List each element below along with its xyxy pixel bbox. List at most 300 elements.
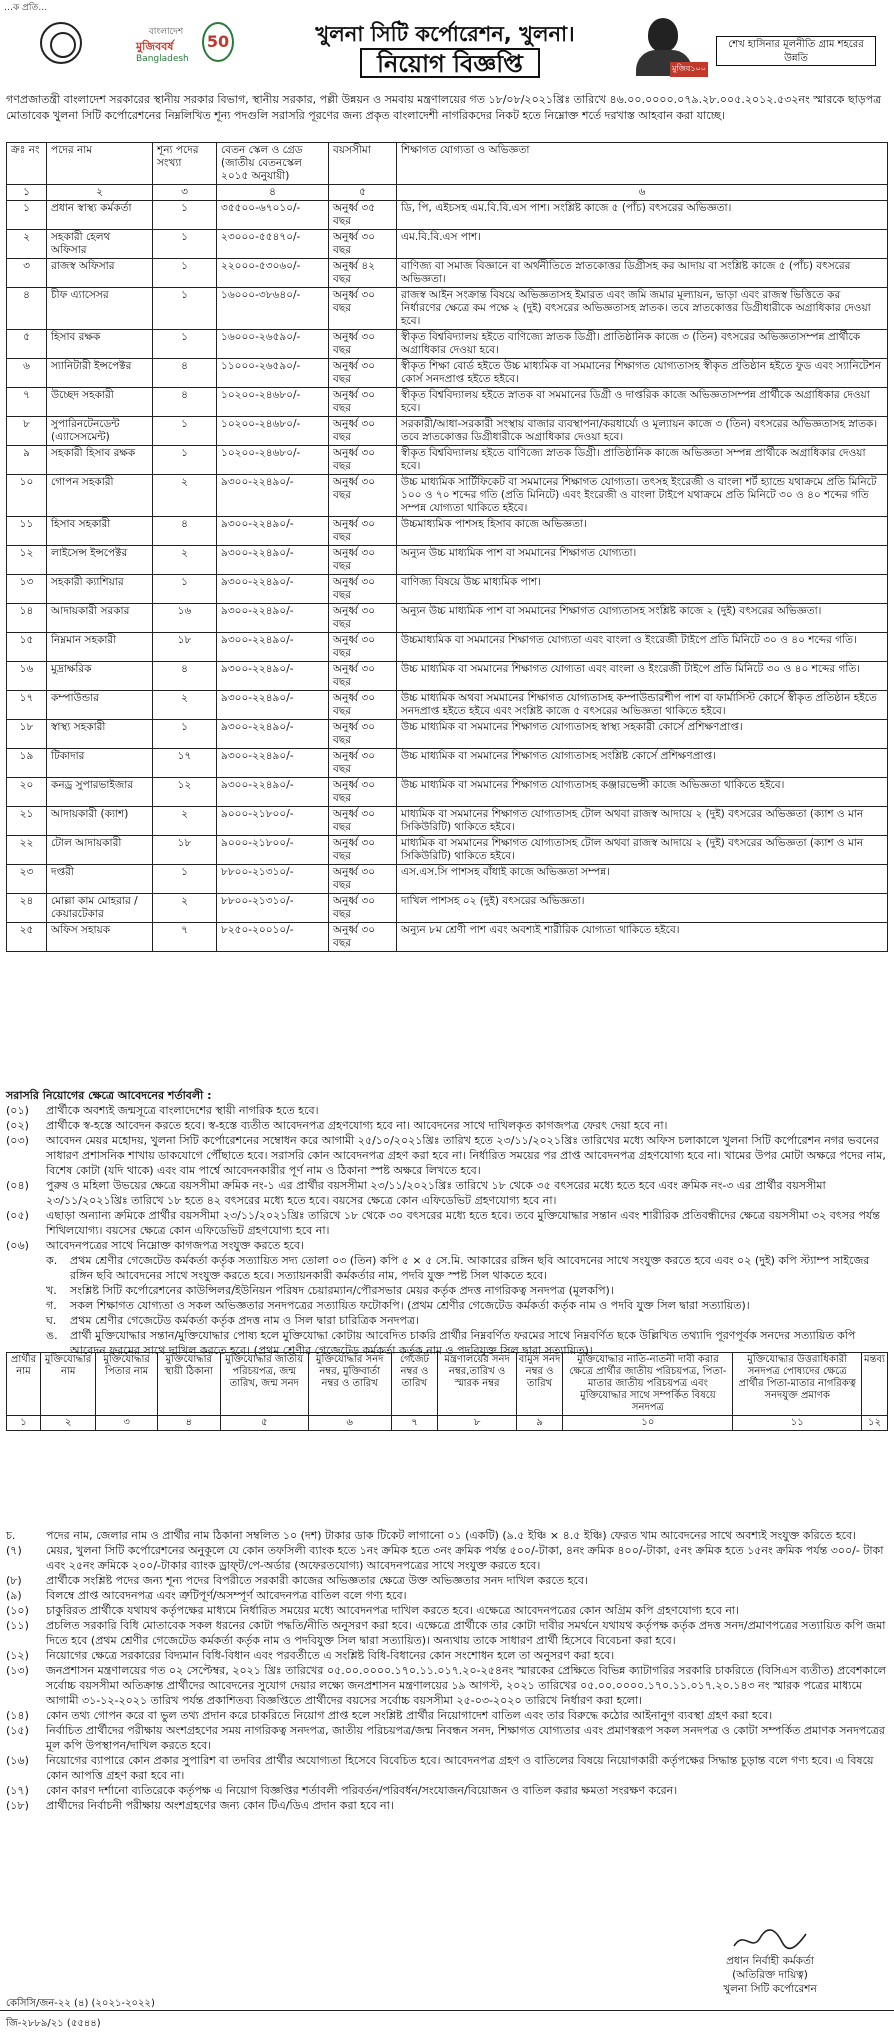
table-row: [7, 720, 888, 749]
organization-title: খুলনা সিটি কর্পোরেশন, খুলনা।: [315, 22, 575, 46]
cell-post: স্যানিটারী ইন্সপেক্টর: [47, 359, 153, 388]
condition-text: এছাড়া অন্যান্য ক্রমিকে প্রার্থীর বয়সসীমা ২৩/১১/২০২১খ্রিঃ তারিখে ১৮ থেকে ৩০ বৎসরের মধ্যে হতে হবে। তবে মুক্তিযোদ্ধার সন্তান এবং শারীরিক প্রতিবন্ধীদের ক্ষেত্রে বয়সসীমা ৩২ বৎসর পর্যন্ত শিথিলযোগ্য। বয়সের ক্ষেত্রে কোন এফিডেভিট গ্রহণযোগ্য হবে না।: [46, 1209, 880, 1237]
rule-number: (১৫): [6, 1724, 29, 1737]
col-number: ১: [7, 185, 47, 201]
cell-pay-scale: ১০২০০-২৪৬৮০/-: [217, 417, 329, 446]
cell-vacancy: ১৭: [153, 749, 217, 778]
col-header-qualification: শিক্ষাগত যোগ্যতা ও অভিজ্ঞতা: [397, 143, 888, 185]
jubilee-logo-bn: বাংলাদেশ: [148, 27, 184, 37]
cell-pay-scale: ২২০০০-৫৩০৬০/-: [217, 259, 329, 288]
ff-col-header: বামুস সনদ নম্বর ও তারিখ: [516, 1353, 563, 1416]
cell-serial: ৯: [7, 446, 47, 475]
rule-text: কোন তথ্য গোপন করে বা ভুল তথ্য প্রদান করে চাকরিতে নিয়োগ প্রাপ্ত হলে সংশ্লিষ্ট প্রার্থীর নিয়োগাদেশ বাতিল এবং তার বিরুদ্ধে কঠোর আইনানুগ ব্যবস্থা গ্রহণ করা হবে।: [46, 1709, 773, 1722]
rule-number: (১৬): [6, 1754, 29, 1767]
cell-age-limit: অনুর্ধ্ব ৩০ বছর: [329, 330, 397, 359]
cell-age-limit: অনুর্ধ্ব ৩০ বছর: [329, 633, 397, 662]
cell-post: প্রধান স্বাস্থ্য কর্মকর্তা: [47, 201, 153, 230]
rule-item: [6, 1723, 888, 1753]
conditions-section: [6, 1088, 888, 1358]
cell-post: চীফ এ্যাসেসর: [47, 288, 153, 330]
col-number: ৪: [217, 185, 329, 201]
cell-vacancy: ৪: [153, 662, 217, 691]
jobs-table: [6, 142, 888, 952]
col-header-post: পদের নাম: [47, 143, 153, 185]
condition-number: (০৫): [6, 1209, 29, 1222]
cell-vacancy: ১: [153, 575, 217, 604]
ff-table-header: [7, 1353, 888, 1416]
cell-serial: ১৫: [7, 633, 47, 662]
cell-pay-scale: ৯৩০০-২২৪৯০/-: [217, 691, 329, 720]
rule-item: [6, 1648, 888, 1663]
cell-qualification: অন্যুন উচ্চ মাধ্যমিক পাশ বা সমমানের শিক্ষাগত যোগ্যতাসহ সংশ্লিষ্ট কাজে ২ (দুই) বৎসরের অভিজ্ঞতা।: [397, 604, 888, 633]
col-header-age-limit: বয়সসীমা: [329, 143, 397, 185]
cell-vacancy: ২: [153, 894, 217, 923]
cell-post: কম্পাউন্ডার: [47, 691, 153, 720]
cell-qualification: উচ্চ মাধ্যমিক বা সমমানের শিক্ষাগত যোগ্যতাসহ স্বাস্থ্য সহকারী কোর্সে প্রশিক্ষণপ্রাপ্ত।: [397, 720, 888, 749]
condition-item: [6, 1208, 888, 1238]
cell-qualification: বাণিজ্য বিষয়ে উচ্চ মাধ্যমিক পাশ।: [397, 575, 888, 604]
cell-pay-scale: ৯৩০০-২২৪৯০/-: [217, 546, 329, 575]
signatory-title: প্রধান নির্বাহী কর্মকর্তা: [726, 1955, 814, 1967]
rule-text: বিলম্বে প্রাপ্ত আবেদনপত্র এবং ত্রুটিপূর্ণ/অসম্পূর্ণ আবেদনপত্র বাতিল বলে গণ্য হবে।: [46, 1589, 407, 1602]
cell-pay-scale: ৯৩০০-২২৪৯০/-: [217, 604, 329, 633]
cell-vacancy: ১: [153, 865, 217, 894]
cell-age-limit: অনুর্ধ্ব ৩৫ বছর: [329, 201, 397, 230]
ff-col-number: ৭: [391, 1416, 438, 1431]
cell-pay-scale: ৮৮০০-২১৩১০/-: [217, 894, 329, 923]
cell-serial: ২৪: [7, 894, 47, 923]
signature-scribble: [660, 1926, 880, 1954]
intro-paragraph: গণপ্রজাতন্ত্রী বাংলাদেশ সরকারের স্থানীয় সরকার বিভাগ, স্থানীয় সরকার, পল্লী উন্নয়ন ও সমবায় মন্ত্রণালয়ের গত ১৮/০৮/২০২১খ্রিঃ তারিখে ৪৬.০০.০০০০.০৭৯.২৮.০০৫.২০১২.৫৩২নং স্মারকে ছাড়পত্র মোতাবেক খুলনা সিটি কর্পোরেশনের নিম্নলিখিত শূন্য পদগুলি সরাসরি পূরণের জন্য প্রকৃত বাংলাদেশী নাগরিকদের নিকট হতে নিম্নোক্ত শর্তে দরখাস্ত আহবান করা যাচ্ছে।: [6, 93, 882, 122]
jubilee-50-badge: 50: [202, 22, 234, 62]
ff-col-number: ৫: [220, 1416, 308, 1431]
cell-post: স্বাস্থ্য সহকারী: [47, 720, 153, 749]
cell-post: মোল্লা কাম মোহরার /কেয়ারটেকার: [47, 894, 153, 923]
cell-age-limit: অনুর্ধ্ব ৩০ বছর: [329, 288, 397, 330]
ff-col-header: মুক্তিযোদ্ধার নাম: [41, 1353, 96, 1416]
city-corporation-seal-icon: [40, 22, 82, 64]
ff-col-header: গেজেট নম্বর ও তারিখ: [391, 1353, 438, 1416]
col-header-serial: ক্রঃ নং: [7, 143, 47, 185]
cell-pay-scale: ৩৫৫০০-৬৭০১০/-: [217, 201, 329, 230]
rules-list: [6, 1528, 888, 1813]
footer-divider: [0, 2010, 894, 2011]
table-row: [7, 807, 888, 836]
condition-item: [6, 1238, 888, 1253]
cell-serial: ১০: [7, 475, 47, 517]
table-row: [7, 330, 888, 359]
cell-serial: ১৩: [7, 575, 47, 604]
gazette-code: জি-২৮৮৯/২১ (৫৫৪৪): [6, 2018, 101, 2029]
cell-qualification: বাণিজ্য বা সমাজ বিজ্ঞানে বা অর্থনীতিতে স্নাতকোত্তর ডিগ্রীসহ কর আদায় বা সংশ্লিষ্ট কাজে ৫ (পাঁচ) বৎসরের অভিজ্ঞতা।: [397, 259, 888, 288]
ff-col-number: ৬: [308, 1416, 391, 1431]
cell-age-limit: অনুর্ধ্ব ৩০ বছর: [329, 546, 397, 575]
cell-pay-scale: ১১০০০-২৬৫৯০/-: [217, 359, 329, 388]
cell-serial: ২: [7, 230, 47, 259]
mujib-borsho-jubilee-logo: [136, 20, 236, 70]
table-row: [7, 417, 888, 446]
cell-vacancy: ২: [153, 546, 217, 575]
rule-number: (১৮): [6, 1799, 29, 1812]
cell-serial: ১৬: [7, 662, 47, 691]
corner-mark: …ক প্রতি…: [4, 3, 48, 13]
subitem-text: প্রথম শ্রেণীর গেজেটেড কর্মকর্তা কর্তৃক সত্যায়িত সদ্য তোলা ০৩ (তিন) কপি ৫ × ৫ সে.মি. আকারের রঙ্গিন ছবি আবেদনের সাথে সংযুক্ত করতে হবে এবং ০২ (দুই) কপি স্ট্যাম্প সাইজের রঙ্গিন ছবি আবেদনের সাথে সংযুক্ত করতে হবে। সত্যায়নকারী কর্মকর্তার নাম, পদবি যুক্ত স্পষ্ট সিল থাকতে হবে।: [70, 1254, 870, 1282]
cell-qualification: অন্যুন ৮ম শ্রেণী পাশ এবং অবশ্যই শারীরিক যোগ্যতা থাকিতে হইবে।: [397, 923, 888, 952]
cell-age-limit: অনুর্ধ্ব ৩০ বছর: [329, 446, 397, 475]
condition-subitem: [6, 1283, 888, 1298]
cell-post: সহকারী হিসাব রক্ষক: [47, 446, 153, 475]
cell-age-limit: অনুর্ধ্ব ৩০ বছর: [329, 691, 397, 720]
cell-serial: ১৭: [7, 691, 47, 720]
ff-col-header: মন্তব্য: [862, 1353, 888, 1416]
cell-qualification: স্বীকৃত শিক্ষা বোর্ড হইতে উচ্চ মাধ্যমিক বা সমমানের শিক্ষাগত যোগ্যতাসহ স্বীকৃত প্রতিষ্ঠান হইতে ফুড এবং স্যানিটেশন কোর্স সনদপ্রাপ্ত হইতে হইবে।: [397, 359, 888, 388]
ff-col-header: মন্ত্রণালয়ের সনদ নম্বর,তারিখ ও স্মারক নম্বর: [438, 1353, 516, 1416]
rule-text: প্রচলিত সরকারি বিধি মোতাবেক সকল ধরনের কোটা পদ্ধতি/নীতি অনুসরণ করা হবে। এক্ষেত্রে প্রার্থীকে তার কোটা দাবীর সমর্থনে যথাযথ কর্তৃপক্ষ কর্তৃক প্রদত্ত সনদ/প্রমাণপত্রের সত্যায়িত কপি জমা দিতে হবে (প্রথম শ্রেণীর গেজেটেড কর্মকর্তা কর্তৃক নাম ও পদবিযুক্ত সিল দ্বারা সত্যায়িত)। অন্যথায় তাকে সাধারণ প্রার্থী হিসেবে বিবেচনা করা হবে।: [46, 1619, 886, 1647]
ff-col-number: ৩: [96, 1416, 158, 1431]
ff-col-number: ১১: [733, 1416, 862, 1431]
cell-vacancy: ১: [153, 230, 217, 259]
rule-text: জনপ্রশাসন মন্ত্রণালয়ের গত ০২ সেপ্টেম্বর, ২০২১ খ্রিঃ তারিখের ০৫.০০.০০০০.১৭০.১১.০১৭.২০-২৫৪নং স্মারকের প্রেক্ষিতে বিভিন্ন ক্যাটাগরির সরকারি চাকরিতে (বিসিএস ব্যতীত) প্রবেশকালে সর্বোচ্চ বয়সসীমা অতিক্রান্ত প্রার্থীদের আবেদনের সুযোগ দেয়ার লক্ষ্যে জনপ্রশাসন মন্ত্রণালয়ের ১৯ আগস্ট, ২০২১ তারিখের ০৫.০০.০০০০.১৭০.১১.০১৭.২০.১৪৩ নং স্মারক পত্রের মাধ্যমে আগামী ৩১-১২-২০২১ তারিখ পর্যন্ত প্রকাশিতব্য বিজ্ঞপ্তিতে প্রার্থীদের বয়সের সর্বোচ্চ বয়সসীমা ২৫-০৩-২০২০ তারিখে নির্ধারণ করা হলো।: [46, 1664, 886, 1707]
cell-vacancy: ১২: [153, 778, 217, 807]
cell-age-limit: অনুর্ধ্ব ৩০ বছর: [329, 778, 397, 807]
rule-number: (৮): [6, 1574, 22, 1587]
table-row: [7, 894, 888, 923]
table-row: [7, 388, 888, 417]
table-row: [7, 575, 888, 604]
ff-col-header: মুক্তিযোদ্ধার স্থায়ী ঠিকানা: [157, 1353, 220, 1416]
rule-number: (১৩): [6, 1664, 29, 1677]
cell-post: রাজস্ব অফিসার: [47, 259, 153, 288]
cell-qualification: উচ্চমাধ্যমিক পাশসহ হিসাব কাজে অভিজ্ঞতা।: [397, 517, 888, 546]
rule-number: (১০): [6, 1604, 29, 1617]
cell-vacancy: ৪: [153, 359, 217, 388]
cell-post: দপ্তরী: [47, 865, 153, 894]
portrait-image: [632, 16, 706, 82]
condition-number: (০৪): [6, 1179, 29, 1192]
cell-age-limit: অনুর্ধ্ব ৩০ বছর: [329, 388, 397, 417]
cell-qualification: স্বীকৃত বিশ্ববিদ্যালয় হইতে বাণিজ্যে স্নাতক ডিগ্রী। প্রাতিষ্ঠানিক কাজে অভিজ্ঞতা সম্পন্ন প্রার্থীকে অগ্রাধিকার দেওয়া হবে।: [397, 446, 888, 475]
cell-qualification: দাখিল পাশসহ ০২ (দুই) বৎসরের অভিজ্ঞতা।: [397, 894, 888, 923]
cell-serial: ২২: [7, 836, 47, 865]
rule-text: নিয়োগের ব্যাপারে কোন প্রকার সুপারিশ বা তদবির প্রার্থীর অযোগ্যতা হিসেবে বিবেচিত হবে। আবেদনপত্র গ্রহণ ও বাতিলের বিষয়ে নিয়োগকারী কর্তৃপক্ষের সিদ্ধান্ত চূড়ান্ত বলে গণ্য হবে। এ বিষয়ে কোন আপত্তি গ্রহণ করা হবে না।: [46, 1754, 874, 1782]
cell-qualification: উচ্চ মাধ্যমিক বা সমমানের শিক্ষাগত যোগ্যতাসহ সংশ্লিষ্ট কোর্সে প্রশিক্ষণপ্রাপ্ত।: [397, 749, 888, 778]
condition-text: আবেদনপত্রের সাথে নিম্নোক্ত কাগজপত্র সংযুক্ত করতে হবে।: [46, 1239, 304, 1252]
cell-qualification: উচ্চ মাধ্যমিক অথবা সমমানের শিক্ষাগত যোগ্যতাসহ কম্পাউন্ডারশীপ পাশ বা ফার্মাসিস্ট কোর্সে স্বীকৃত প্রতিষ্ঠান হইতে সনদপ্রাপ্ত হইতে হইবে এবং সংশ্লিষ্ট কাজে ৫ বৎসরের অভিজ্ঞতা থাকিতে হইবে।: [397, 691, 888, 720]
cell-age-limit: অনুর্ধ্ব ৩০ বছর: [329, 662, 397, 691]
rule-item: [6, 1708, 888, 1723]
cell-serial: ২৩: [7, 865, 47, 894]
cell-pay-scale: ৯৩০০-২২৪৯০/-: [217, 633, 329, 662]
table-row: [7, 288, 888, 330]
cell-pay-scale: ১০২০০-২৪৬৮০/-: [217, 446, 329, 475]
table-row: [7, 691, 888, 720]
condition-subitem: [6, 1298, 888, 1313]
cell-vacancy: ২: [153, 807, 217, 836]
table-row: [7, 923, 888, 952]
cell-qualification: উচ্চ মাধ্যমিক বা সমমানের শিক্ষাগত যোগ্যতা এবং বাংলা ও ইংরেজী টাইপে প্রতি মিনিটে ৩০ ও ৪০ শব্দের গতি।: [397, 662, 888, 691]
rule-item: [6, 1753, 888, 1783]
cell-age-limit: অনুর্ধ্ব ৩০ বছর: [329, 923, 397, 952]
col-number: ৬: [397, 185, 888, 201]
table-row: [7, 778, 888, 807]
cell-serial: ৬: [7, 359, 47, 388]
ff-col-number: ৯: [516, 1416, 563, 1431]
portrait-head-shape: [648, 18, 678, 52]
cell-post: অফিস সহায়ক: [47, 923, 153, 952]
cell-vacancy: ১: [153, 288, 217, 330]
cell-pay-scale: ৯৩০০-২২৪৯০/-: [217, 720, 329, 749]
ff-col-number: ২: [41, 1416, 96, 1431]
ff-col-header: মুক্তিযোদ্ধার সনদ নম্বর, মুক্তিবার্তা নম্বর ও তারিখ: [308, 1353, 391, 1416]
cell-serial: ২১: [7, 807, 47, 836]
cell-serial: ১৪: [7, 604, 47, 633]
ff-col-number: ১: [7, 1416, 41, 1431]
rule-number: (৯): [6, 1589, 22, 1602]
cell-pay-scale: ৯৩০০-২২৪৯০/-: [217, 778, 329, 807]
cell-age-limit: অনুর্ধ্ব ৪২ বছর: [329, 259, 397, 288]
rule-text: চাকুরিরত প্রার্থীকে যথাযথ কর্তৃপক্ষের মাধ্যমে নির্ধারিত সময়ের মধ্যে আবেদনপত্র দাখিল করতে হবে। এক্ষেত্রে আবেদনপত্রের কোন অগ্রিম কপি গ্রহণযোগ্য হবে না।: [46, 1604, 740, 1617]
cell-qualification: উচ্চ মাধ্যমিক বা সমমানের শিক্ষাগত যোগ্যতাসহ কঞ্জারভেন্সী কাজে অভিজ্ঞতা থাকিতে হইবে।: [397, 778, 888, 807]
cell-serial: ১: [7, 201, 47, 230]
cell-pay-scale: ৯৩০০-২২৪৯০/-: [217, 662, 329, 691]
cell-age-limit: অনুর্ধ্ব ৩০ বছর: [329, 807, 397, 836]
condition-item: [6, 1118, 888, 1133]
cell-vacancy: ১: [153, 720, 217, 749]
freedom-fighter-quota-table: [6, 1352, 888, 1431]
cell-vacancy: ৪: [153, 517, 217, 546]
rule-item: [6, 1528, 888, 1543]
cell-qualification: স্বীকৃত বিশ্ববিদ্যালয় হইতে স্নাতক বা সমমানের ডিগ্রী ও দাপ্তরিক কাজে অভিজ্ঞতাসম্পন্ন প্রার্থীকে অগ্রাধিকার দেওয়া হবে।: [397, 388, 888, 417]
cell-age-limit: অনুর্ধ্ব ৩০ বছর: [329, 475, 397, 517]
cell-qualification: উচ্চমাধ্যমিক বা সমমানের শিক্ষাগত যোগ্যতা এবং বাংলা ও ইংরেজী টাইপে প্রতি মিনিটে ৩০ ও ৪০ শব্দের গতি।: [397, 633, 888, 662]
slogan-box: শেখ হাসিনার মূলনীতি গ্রাম শহরের উন্নতি: [716, 36, 876, 66]
rule-text: পদের নাম, জেলার নাম ও প্রার্থীর নাম ঠিকানা সম্বলিত ১০ (দশ) টাকার ডাক টিকেট লাগানো ০১ (একটি) (৯.৫ ইঞ্চি × ৪.৫ ইঞ্চি) ফেরত খাম আবেদনের সাথে অবশ্যই সংযুক্ত করিতে হবে।: [46, 1529, 857, 1542]
rule-item: [6, 1603, 888, 1618]
signatory-organization: খুলনা সিটি কর্পোরেশন: [723, 1983, 817, 1995]
condition-subitem: [6, 1313, 888, 1328]
subitem-text: সকল শিক্ষাগত যোগ্যতা ও সকল অভিজ্ঞতার সনদপত্রের সত্যায়িত ফটোকপি। (প্রথম শ্রেণীর গেজেটেড কর্মকর্তা কর্তৃক নাম ও পদবি যুক্ত সিল দ্বারা সত্যায়িত)।: [70, 1299, 750, 1312]
cell-age-limit: অনুর্ধ্ব ৩০ বছর: [329, 865, 397, 894]
rule-number: (১১): [6, 1619, 29, 1632]
cell-pay-scale: ৮৮০০-২১৩১০/-: [217, 865, 329, 894]
ff-col-number: ১২: [862, 1416, 888, 1431]
condition-item: [6, 1133, 888, 1178]
cell-serial: ৮: [7, 417, 47, 446]
conditions-heading: সরাসরি নিয়োগের ক্ষেত্রে আবেদনের শর্তাবলী :: [6, 1089, 212, 1102]
condition-number: (০১): [6, 1104, 29, 1117]
cell-post: আদায়কারী (ক্যাশ): [47, 807, 153, 836]
memo-number: কেসিসি/জন-২২ (৪) (২০২১-২০২২): [6, 1998, 155, 2009]
jobs-table-header: [7, 143, 888, 185]
ff-col-header: মুক্তিযোদ্ধার পিতার নাম: [96, 1353, 158, 1416]
ff-col-header: মুক্তিযোদ্ধার নাতি-নাতনী দাবী করার ক্ষেত্রে প্রার্থীর জাতীয় পরিচয়পত্র, পিতা-মাতার জাতীয় পরিচয়পত্র এবং মুক্তিযোদ্ধার সাথে সম্পর্কিত বিষয়ে সনদপত্র: [563, 1353, 733, 1416]
rule-text: নির্বাচিত প্রার্থীদের পরীক্ষায় অংশগ্রহণের সময় নাগরিকত্ব সনদপত্র, জাতীয় পরিচয়পত্র/জন্ম নিবন্ধন সনদ, শিক্ষাগত যোগ্যতার এবং প্রমাণস্বরূপ সকল সনদপত্র ও কোটা সম্পর্কিত প্রমাণক সনদপত্রের মূল কপি উপস্থাপন/দাখিল করতে হবে।: [46, 1724, 885, 1752]
cell-post: আদায়কারী সরকার: [47, 604, 153, 633]
cell-post: সহকারী হেলথ অফিসার: [47, 230, 153, 259]
cell-age-limit: অনুর্ধ্ব ৩০ বছর: [329, 417, 397, 446]
cell-pay-scale: ৯৩০০-২২৪৯০/-: [217, 575, 329, 604]
cell-qualification: ডি, পি, এইচসহ এম.বি.বি.এস পাশ। সংশ্লিষ্ট কাজে ৫ (পাঁচ) বৎসরের অভিজ্ঞতা।: [397, 201, 888, 230]
jubilee-logo-title: মুজিববর্ষ: [136, 40, 174, 53]
cell-pay-scale: ৯৩০০-২২৪৯০/-: [217, 475, 329, 517]
cell-age-limit: অনুর্ধ্ব ৩০ বছর: [329, 575, 397, 604]
cell-vacancy: ৭: [153, 923, 217, 952]
signature-block: [660, 1926, 880, 1996]
cell-qualification: স্বীকৃত বিশ্ববিদ্যালয় হইতে বাণিজ্যে স্নাতক ডিগ্রী। প্রাতিষ্ঠানিক কাজে ৩ (তিন) বৎসরের অভিজ্ঞতাসম্পন্ন প্রার্থীকে অগ্রাধিকার দেওয়া হবে।: [397, 330, 888, 359]
cell-post: সুপারিনটেনডেন্ট (এ্যাসেসমেন্ট): [47, 417, 153, 446]
rule-text: প্রার্থীকে সংশ্লিষ্ট পদের জন্য শূন্য পদের বিপরীতে সরকারী কাজের অভিজ্ঞতার ক্ষেত্রে উক্ত অভিজ্ঞতার সনদ দাখিল করতে হবে।: [46, 1574, 588, 1587]
cell-pay-scale: ২৩০০০-৫৫৪৭০/-: [217, 230, 329, 259]
condition-text: প্রার্থীকে অবশ্যই জন্মসূত্রে বাংলাদেশের স্থায়ী নাগরিক হতে হবে।: [46, 1104, 319, 1117]
table-row: [7, 604, 888, 633]
cell-serial: ১১: [7, 517, 47, 546]
condition-text: প্রার্থীকে স্ব-হস্তে আবেদন করতে হবে। স্ব-হস্তে ব্যতীত আবেদনপত্র গ্রহণযোগ্য হবে না। আবেদনের সাথে দাখিলকৃত কাগজপত্র ফেরৎ দেয়া হবে না।: [46, 1119, 668, 1132]
rule-text: মেয়র, খুলনা সিটি কর্পোরেশনের অনুকূলে যে কোন তফসিলী ব্যাংক হতে ১নং ক্রমিক হতে ৩নং ক্রমিক পর্যন্ত ৫০০/-টাকা, ৪নং ক্রমিক ৪০০/-টাকা, ৫নং ক্রমিক হতে ১৫নং ক্রমিক পর্যন্ত ৩০০/- টাকা এবং ২৫নং ক্রমিকে ২০০/-টাকার ব্যাংক ড্রাফ্‌ট/পে-অর্ডার (অফেরতযোগ্য) আবেদনপত্রের সাথে সংযুক্ত করতে হবে।: [46, 1544, 884, 1572]
conditions-sublist: [6, 1253, 888, 1358]
condition-number: (০৬): [6, 1239, 29, 1252]
cell-post: উচ্ছেদ সহকারী: [47, 388, 153, 417]
cell-age-limit: অনুর্ধ্ব ৩০ বছর: [329, 749, 397, 778]
rule-number: (১৭): [6, 1784, 29, 1797]
cell-age-limit: অনুর্ধ্ব ৩০ বছর: [329, 720, 397, 749]
table-row: [7, 359, 888, 388]
cell-pay-scale: ৯৩০০-২২৪৯০/-: [217, 749, 329, 778]
col-number: ২: [47, 185, 153, 201]
rule-item: [6, 1573, 888, 1588]
cell-qualification: অন্যুন উচ্চ মাধ্যমিক পাশ বা সমমানের শিক্ষাগত যোগ্যতা।: [397, 546, 888, 575]
cell-vacancy: ১: [153, 446, 217, 475]
mujib100-label: মুজিব১০০: [670, 62, 708, 77]
cell-pay-scale: ৯০০০-২১৮০০/-: [217, 807, 329, 836]
notice-title: নিয়োগ বিজ্ঞপ্তি: [360, 48, 540, 78]
cell-post: হিসাব রক্ষক: [47, 330, 153, 359]
cell-pay-scale: ১৬০০০-২৬৫৯০/-: [217, 330, 329, 359]
rule-item: [6, 1798, 888, 1813]
jubilee-logo-en: Bangladesh: [136, 54, 189, 64]
cell-serial: ২৫: [7, 923, 47, 952]
cell-pay-scale: ৯৩০০-২২৪৯০/-: [217, 517, 329, 546]
table-row: [7, 517, 888, 546]
rule-text: নিয়োগের ক্ষেত্রে সরকারের বিদ্যমান বিধি-বিধান এবং পরবর্তীতে এ সংশ্লিষ্ট বিধি-বিধানের কোন সংশোধন হলে তা অনুসরণ করা হবে।: [46, 1649, 615, 1662]
subitem-text: প্রার্থী মুক্তিযোদ্ধার সন্তান/মুক্তিযোদ্ধার পোষ্য হলে মুক্তিযোদ্ধা কোটায় আবেদিত চাকরি প্রার্থীর নিম্নবর্ণিত ফরমের সাথে নিম্নবর্ণিত ছকে উল্লিখিত তথ্যাদি পূরণপূর্বক সনদের সত্যায়িত কপি আবেদন ফরমের সাথে দাখিল করতে হবে। (প্রথম শ্রেণীর গেজেটেড কর্মকর্তা কর্তৃক নাম ও পদবিযুক্ত সিল দ্বারা সত্যায়িত)।: [70, 1329, 856, 1357]
cell-vacancy: ১: [153, 201, 217, 230]
cell-qualification: মাধ্যমিক বা সমমানের শিক্ষাগত যোগ্যতাসহ টোল অথবা রাজস্ব আদায়ে ২ (দুই) বৎসরের অভিজ্ঞতা (ক্যাশ ও মান সিকিউরিটি) থাকিতে হইবে।: [397, 807, 888, 836]
cell-pay-scale: ১০২০০-২৪৬৮০/-: [217, 388, 329, 417]
ff-col-number: ৮: [438, 1416, 516, 1431]
condition-item: [6, 1103, 888, 1118]
table-row: [7, 865, 888, 894]
cell-serial: ২০: [7, 778, 47, 807]
subitem-letter: ঘ.: [46, 1314, 57, 1327]
cell-pay-scale: ১৬০০০-৩৮৬৪০/-: [217, 288, 329, 330]
signatory-role: (অতিরিক্ত দায়িত্ব): [732, 1969, 808, 1981]
ff-col-header: প্রার্থীর নাম: [7, 1353, 41, 1416]
cell-post: হিসাব সহকারী: [47, 517, 153, 546]
table-row: [7, 201, 888, 230]
cell-vacancy: ১৮: [153, 836, 217, 865]
rule-number: (৭): [6, 1544, 22, 1557]
col-number: ৩: [153, 185, 217, 201]
cell-serial: ১২: [7, 546, 47, 575]
cell-post: টিকাদার: [47, 749, 153, 778]
table-row: [7, 446, 888, 475]
cell-post: গোপন সহকারী: [47, 475, 153, 517]
ff-col-number: ১০: [563, 1416, 733, 1431]
cell-vacancy: ১: [153, 259, 217, 288]
condition-number: (০২): [6, 1119, 29, 1132]
cell-qualification: মাধ্যমিক বা সমমানের শিক্ষাগত যোগ্যতাসহ টোল অথবা রাজস্ব আদায়ে ২ (দুই) বৎসরের অভিজ্ঞতা (ক্যাশ ও মান সিকিউরিটি) থাকিতে হইবে।: [397, 836, 888, 865]
cell-serial: ১৯: [7, 749, 47, 778]
table-row: [7, 475, 888, 517]
cell-post: কনড্ৰ সুপারভাইজার: [47, 778, 153, 807]
table-row: [7, 230, 888, 259]
subitem-text: সংশ্লিষ্ট সিটি কর্পোরেশনের কাউন্সিলর/ইউনিয়ন পরিষদ চেয়ারম্যান/পৌরসভার মেয়র কর্তৃক প্রদত্ত নাগরিকত্ব সনদপত্র (মূলকপি)।: [70, 1284, 614, 1297]
cell-serial: ৪: [7, 288, 47, 330]
cell-pay-scale: ৯০০০-২১৮০০/-: [217, 836, 329, 865]
condition-subitem: [6, 1253, 888, 1283]
cell-qualification: এস.এস.সি পাশসহ বাঁধাই কাজে অভিজ্ঞতা সম্পন্ন।: [397, 865, 888, 894]
cell-vacancy: ১৬: [153, 604, 217, 633]
col-number: ৫: [329, 185, 397, 201]
rule-text: কোন কারণ দর্শানো ব্যতিরেকে কর্তৃপক্ষ এ নিয়োগ বিজ্ঞপ্তির শর্তাবলী পরিবর্তন/পরিবর্ধন/সংযোজন/বিয়োজন ও বাতিল করার ক্ষমতা সংরক্ষণ করেন।: [46, 1784, 678, 1797]
table-row: [7, 662, 888, 691]
cell-age-limit: অনুর্ধ্ব ৩০ বছর: [329, 894, 397, 923]
cell-vacancy: ১: [153, 417, 217, 446]
cell-post: মুদ্রাক্ষরিক: [47, 662, 153, 691]
conditions-list: [6, 1103, 888, 1253]
cell-qualification: এম.বি.বি.এস পাশ।: [397, 230, 888, 259]
rule-number: (১৪): [6, 1709, 29, 1722]
jobs-table-col-numbers: [7, 185, 888, 201]
table-row: [7, 836, 888, 865]
cell-age-limit: অনুর্ধ্ব ৩০ বছর: [329, 359, 397, 388]
cell-age-limit: অনুর্ধ্ব ৩০ বছর: [329, 517, 397, 546]
cell-qualification: উচ্চ মাধ্যমিক সার্টিফিকেট বা সমমানের শিক্ষাগত যোগ্যতা। তৎসহ ইংরেজী ও বাংলা শর্ট হ্যান্ডে যথাক্রমে প্রতি মিনিটে ১০০ ও ৭০ শব্দের গতি (প্রতি মিনিটে) এবং ইংরেজী ও বাংলা টাইপে যথাক্রমে প্রতি মিনিটে ৩০ ও ৪০ শব্দের গতি সম্পন্ন যোগ্যতা থাকিতে হইবে।: [397, 475, 888, 517]
header: [0, 6, 894, 88]
subitem-letter: ঙ.: [46, 1329, 58, 1342]
subitem-letter: ক.: [46, 1254, 58, 1267]
cell-pay-scale: ৮২৫০-২০০১০/-: [217, 923, 329, 952]
cell-age-limit: অনুর্ধ্ব ৩০ বছর: [329, 836, 397, 865]
ff-col-header: মুক্তিযোদ্ধার জাতীয় পরিচয়পত্র, জন্ম তারিখ, জন্ম সনদ: [220, 1353, 308, 1416]
jobs-table-body: [7, 201, 888, 952]
rule-item: [6, 1783, 888, 1798]
condition-number: (০৩): [6, 1134, 29, 1147]
rule-item: [6, 1588, 888, 1603]
cell-serial: ৫: [7, 330, 47, 359]
table-row: [7, 749, 888, 778]
cell-qualification: সরকারী/আধা-সরকারী সংস্থায় বাজার ব্যবস্থাপনা/করধার্য্যে ও মূল্যায়ন কাজে ৩ (তিন) বৎসরের অভিজ্ঞতাসহ স্নাতক। তবে স্নাতকোত্তর ডিগ্রীধারীকে অগ্রাধিকার দেওয়া হবে।: [397, 417, 888, 446]
rule-item: [6, 1543, 888, 1573]
cell-age-limit: অনুর্ধ্ব ৩০ বছর: [329, 230, 397, 259]
cell-post: লাইসেন্স ইন্সপেক্টর: [47, 546, 153, 575]
rule-item: [6, 1618, 888, 1648]
cell-vacancy: ১৮: [153, 633, 217, 662]
subitem-letter: গ.: [46, 1299, 57, 1312]
cell-vacancy: ২: [153, 475, 217, 517]
cell-qualification: রাজস্ব আইন সংক্রান্ত বিষয়ে অভিজ্ঞতাসহ ইমারত এবং জমি জমার মূল্যায়ন, ভাড়া এবং রাজস্ব ভিত্তিতে কর নির্ধারণের ক্ষেত্রে কম পক্ষে ২ (দুই) বৎসরের অভিজ্ঞতাসহ স্নাতক। তবে স্নাতকোত্তর ডিগ্রীধারীকে অগ্রাধিকার দেওয়া হবে।: [397, 288, 888, 330]
col-header-vacancy: শূন্য পদের সংখ্যা: [153, 143, 217, 185]
cell-post: নিম্নমান সহকারী: [47, 633, 153, 662]
ff-table-col-numbers: [7, 1416, 888, 1431]
col-header-pay-scale: বেতন স্কেল ও গ্রেড (জাতীয় বেতনস্কেল ২০১৫ অনুযায়ী): [217, 143, 329, 185]
rule-number: (১২): [6, 1649, 29, 1662]
subitem-letter: খ.: [46, 1284, 57, 1297]
subitem-text: প্রথম শ্রেণীর গেজেটেড কর্মকর্তা কর্তৃক প্রদত্ত নাম ও সিল দ্বারা চারিত্রিক সনদপত্র।: [70, 1314, 419, 1327]
table-row: [7, 633, 888, 662]
rule-text: প্রার্থীদের নির্বাচনী পরীক্ষায় অংশগ্রহণের জন্য কোন টিএ/ডিএ প্রদান করা হবে না।: [46, 1799, 394, 1812]
table-row: [7, 546, 888, 575]
